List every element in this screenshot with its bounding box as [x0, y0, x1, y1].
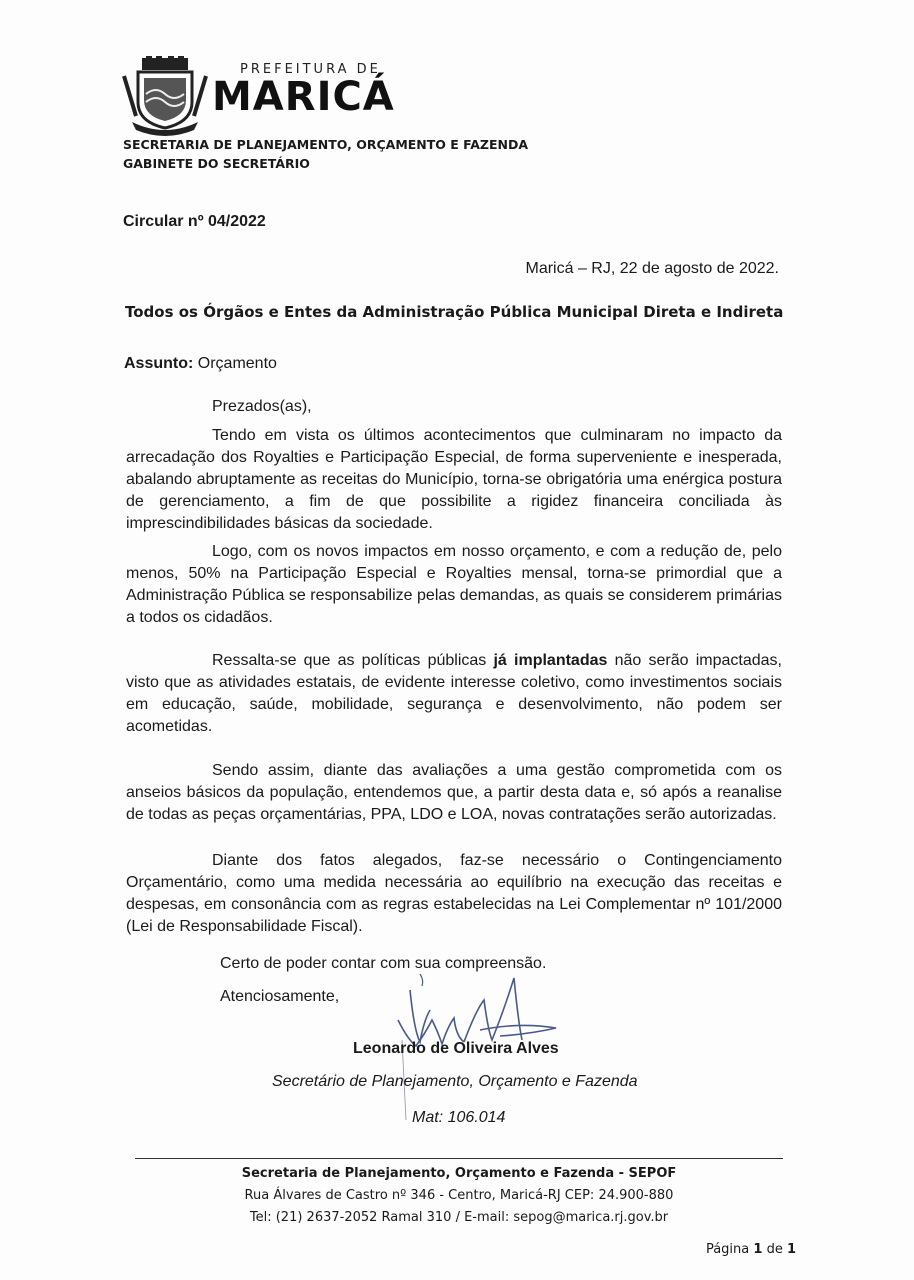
paragraph-2: Logo, com os novos impactos em nosso orçamento, e com a redução de, pelo menos, 50% na Participação Especial e Royalties mensal, torna-se primordial que a Administração Pública se responsabilize pelas demandas, as quais se considerem primárias a todos os cidadãos. — [126, 543, 782, 626]
coat-of-arms-icon — [122, 56, 208, 136]
signer-role: Secretário de Planejamento, Orçamento e Fazenda — [272, 1073, 638, 1090]
footer-contact: Tel: (21) 2637-2052 Ramal 310 / E-mail: sepog@marica.rj.gov.br — [249, 1210, 669, 1225]
footer-divider — [135, 1158, 783, 1159]
subject-line — [124, 355, 277, 373]
closing-line: Certo de poder contar com sua compreensão. — [220, 955, 547, 972]
page-number — [706, 1242, 796, 1257]
paragraph-1: Tendo em vista os últimos acontecimentos que culminaram no impacto da arrecadação dos Royalties e Participação Especial, de forma superveniente e inesperada, abalando abruptamente as receitas do Município, torna-se obrigatória uma enérgica postura de gerenciamento, a fim de que possibilite a rigidez financeira conciliada às imprescindibilidades básicas da sociedade. — [126, 427, 782, 532]
circular-number: Circular nº 04/2022 — [123, 213, 266, 230]
page-label: Página — [705, 1242, 750, 1257]
recipient-line: Todos os Órgãos e Entes da Administração Pública Municipal Direta e Indireta — [125, 303, 784, 321]
subject-value: Orçamento — [197, 355, 277, 372]
paragraph-3-end: não serão impactadas, visto que as atividades estatais, de evidente interesse coletivo, como investimentos sociais em educação, saúde, mobilidade, segurança e desenvolvimento, não podem ser acometidas. — [126, 652, 782, 735]
paragraph-3 — [126, 650, 782, 738]
sign-off: Atenciosamente, — [220, 988, 340, 1005]
paragraph-3-start: Ressalta-se que as políticas públicas — [212, 652, 494, 669]
letter-date: Maricá – RJ, 22 de agosto de 2022. — [525, 260, 779, 277]
footer-address: Rua Álvares de Castro nº 346 - Centro, Maricá-RJ CEP: 24.900-880 — [244, 1188, 674, 1203]
paragraph-4: Sendo assim, diante das avaliações a uma gestão comprometida com os anseios básicos da população, entendemos que, a partir desta data e, só após a reanalise de todas as peças orçamentárias, PPA, LDO e LOA, novas contratações serão autorizadas. — [126, 762, 782, 823]
paragraph-5: Diante dos fatos alegados, faz-se necessário o Contingenciamento Orçamentário, como uma medida necessária ao equilíbrio na execução das receitas e despesas, em consonância com as regras estabelecidas na Lei Complementar nº 101/2000 (Lei de Responsabilidade Fiscal). — [126, 852, 782, 935]
subject-label: Assunto: — [124, 355, 194, 372]
page-total: 1 — [786, 1242, 796, 1257]
page-current: 1 — [753, 1242, 763, 1257]
paragraph-3-emphasis: já implantadas — [493, 652, 608, 669]
greeting: Prezados(as), — [212, 398, 312, 415]
page-of: de — [766, 1242, 783, 1257]
footer-title: Secretaria de Planejamento, Orçamento e Fazenda - SEPOF — [241, 1166, 677, 1181]
department-name: SECRETARIA DE PLANEJAMENTO, ORÇAMENTO E FAZENDA — [123, 137, 529, 152]
footer — [135, 1163, 783, 1229]
office-name: GABINETE DO SECRETÁRIO — [123, 156, 310, 171]
logo-prefeitura-text: PREFEITURA DE — [240, 62, 381, 77]
department-heading — [123, 135, 528, 173]
signer-name: Leonardo de Oliveira Alves — [353, 1040, 559, 1057]
signer-registration: Mat: 106.014 — [412, 1109, 506, 1126]
logo-marica-text: MARICÁ — [212, 74, 395, 120]
municipal-logo — [122, 56, 422, 136]
